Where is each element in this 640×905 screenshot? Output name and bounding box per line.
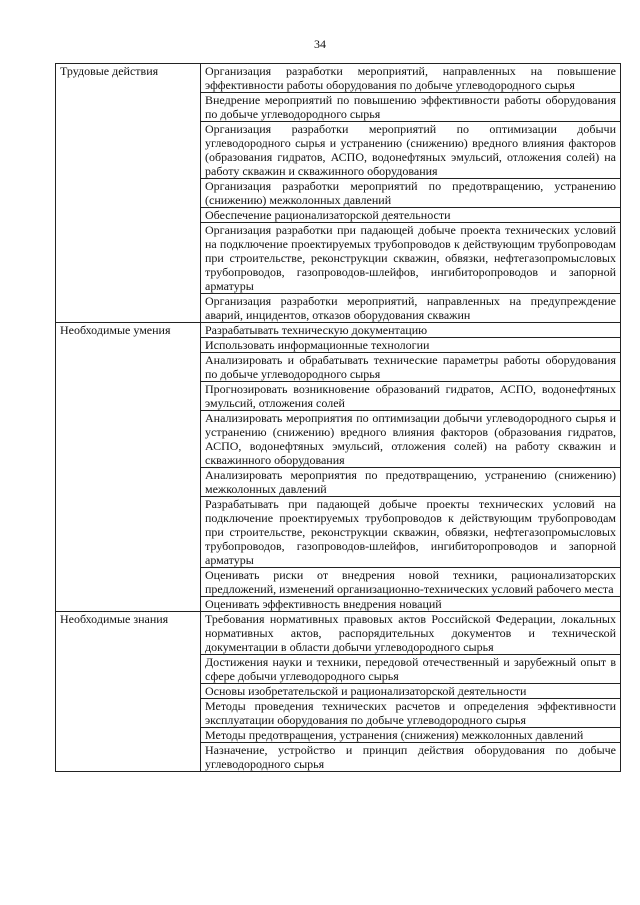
requirement-cell: Методы проведения технических расчетов и определения эффективности эксплуатации оборудования по добыче углеводородного сырья: [201, 699, 621, 728]
requirement-cell: Разрабатывать техническую документацию: [201, 323, 621, 338]
table-row: [56, 64, 621, 93]
requirement-cell: Назначение, устройство и принцип действия оборудования по добыче углеводородного сырья: [201, 743, 621, 772]
requirement-cell: Оценивать эффективность внедрения новаций: [201, 597, 621, 612]
section-heading: Необходимые знания: [56, 612, 201, 772]
table-body: [56, 64, 621, 772]
competency-table: [55, 63, 621, 772]
section-heading: Трудовые действия: [56, 64, 201, 323]
requirement-cell: Анализировать мероприятия по предотвращению, устранению (снижению) межколонных давлений: [201, 468, 621, 497]
section-heading: Необходимые умения: [56, 323, 201, 612]
requirement-cell: Требования нормативных правовых актов Российской Федерации, локальных нормативных актов, распорядительных документов и технической документации в области добычи углеводородного сырья: [201, 612, 621, 655]
requirement-cell: Прогнозировать возникновение образований гидратов, АСПО, водонефтяных эмульсий, отложения солей: [201, 382, 621, 411]
requirement-cell: Достижения науки и техники, передовой отечественный и зарубежный опыт в сфере добычи углеводородного сырья: [201, 655, 621, 684]
table-row: [56, 323, 621, 338]
requirement-cell: Основы изобретательской и рационализаторской деятельности: [201, 684, 621, 699]
requirement-cell: Методы предотвращения, устранения (снижения) межколонных давлений: [201, 728, 621, 743]
requirement-cell: Организация разработки при падающей добыче проекта технических условий на подключение проектируемых трубопроводов к действующим трубопроводам при строительстве, реконструкции скважин, обвязки, нефтегазопромысловых трубопроводов, газопроводов-шлейфов, ингибиторопроводов и запорной арматуры: [201, 223, 621, 294]
requirement-cell: Анализировать мероприятия по оптимизации добычи углеводородного сырья и устранению (снижению) вредного влияния факторов (образования гидратов, АСПО, водонефтяных эмульсий, отложения солей) на работу скважин и скважинного оборудования: [201, 411, 621, 468]
requirement-cell: Обеспечение рационализаторской деятельности: [201, 208, 621, 223]
requirement-cell: Анализировать и обрабатывать технические параметры работы оборудования по добыче углеводородного сырья: [201, 353, 621, 382]
requirement-cell: Организация разработки мероприятий, направленных на повышение эффективности работы оборудования по добыче углеводородного сырья: [201, 64, 621, 93]
requirement-cell: Организация разработки мероприятий по предотвращению, устранению (снижению) межколонных давлений: [201, 179, 621, 208]
page-number: 34: [314, 37, 326, 51]
table-row: [56, 612, 621, 655]
requirement-cell: Организация разработки мероприятий по оптимизации добычи углеводородного сырья и устранению (снижению) вредного влияния факторов (образования гидратов, АСПО, водонефтяных эмульсий, отложения солей) на работу скважин и скважинного оборудования: [201, 122, 621, 179]
requirement-cell: Внедрение мероприятий по повышению эффективности работы оборудования по добыче углеводородного сырья: [201, 93, 621, 122]
requirement-cell: Оценивать риски от внедрения новой техники, рационализаторских предложений, изменений организационно-технических условий рабочего места: [201, 568, 621, 597]
requirement-cell: Разрабатывать при падающей добыче проекты технических условий на подключение проектируемых трубопроводов к действующим трубопроводам при строительстве, реконструкции скважин, обвязки, нефтегазопромысловых трубопроводов, газопроводов-шлейфов, ингибиторопроводов и запорной арматуры: [201, 497, 621, 568]
requirement-cell: Организация разработки мероприятий, направленных на предупреждение аварий, инцидентов, отказов оборудования скважин: [201, 294, 621, 323]
requirement-cell: Использовать информационные технологии: [201, 338, 621, 353]
